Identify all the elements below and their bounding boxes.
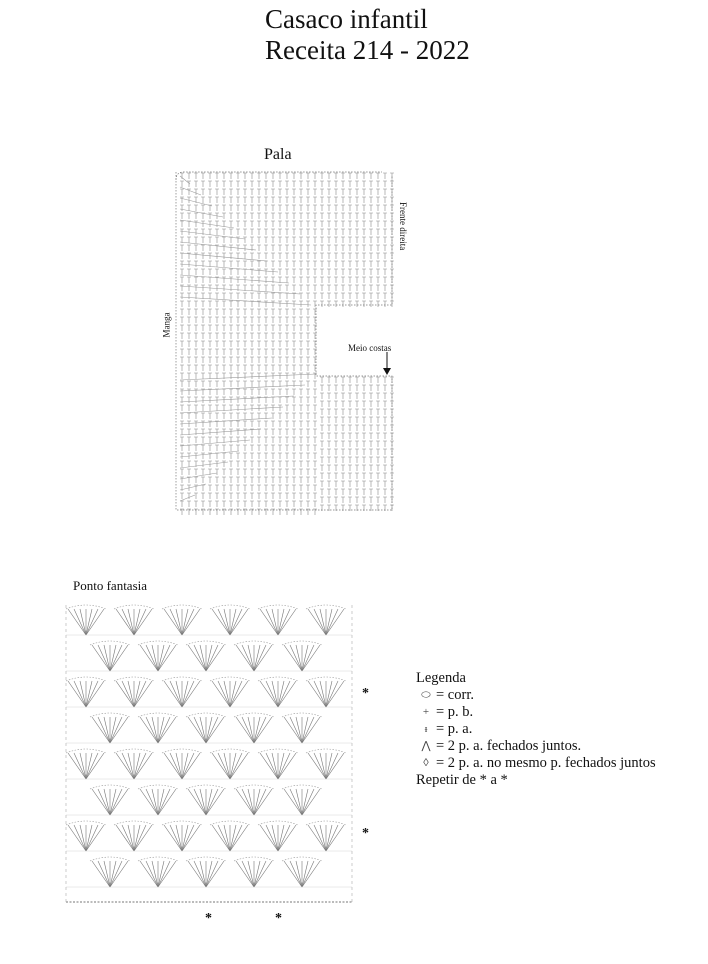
title-line-1: Casaco infantil (265, 4, 428, 34)
single-crochet-icon: + (422, 706, 430, 718)
half-back-label: Meio costas (348, 343, 392, 353)
repeat-marker-row-bottom: * (362, 826, 369, 841)
legend-item (416, 738, 656, 755)
legend-title: Legenda (416, 670, 466, 686)
repeat-marker-col-left: * (205, 911, 212, 926)
repeat-note: Repetir de * a * (416, 772, 508, 788)
legend-item (416, 704, 656, 721)
title-line-2: Receita 214 - 2022 (265, 35, 470, 65)
legend-item-label: = 2 p. a. fechados juntos. (436, 738, 582, 754)
dc2-same-st-icon: ◊ (423, 757, 429, 769)
legend-item (416, 755, 656, 772)
double-crochet-icon: ᵻ (424, 723, 428, 735)
chain-icon: ⬭ (421, 689, 431, 701)
legend-item (416, 721, 656, 738)
repeat-marker-col-right: * (275, 911, 282, 926)
yoke-title: Pala (264, 146, 292, 163)
sleeve-label: Manga (161, 312, 172, 338)
legend-item-label: = p. b. (436, 704, 474, 720)
half-back-arrow (383, 352, 391, 375)
legend-item-label: = p. a. (436, 721, 473, 737)
legend-item-label: = 2 p. a. no mesmo p. fechados juntos (436, 755, 656, 771)
yoke-chart (176, 172, 394, 515)
right-front-label: Frente direita (398, 202, 408, 251)
legend-item-label: = corr. (436, 687, 474, 703)
fancy-stitch-title: Ponto fantasia (73, 578, 148, 593)
legend-item (416, 687, 656, 704)
legend (416, 670, 656, 789)
fancy-stitch-chart (66, 605, 352, 902)
dc2tog-icon: ⋀ (421, 740, 431, 752)
repeat-marker-row-top: * (362, 686, 369, 701)
